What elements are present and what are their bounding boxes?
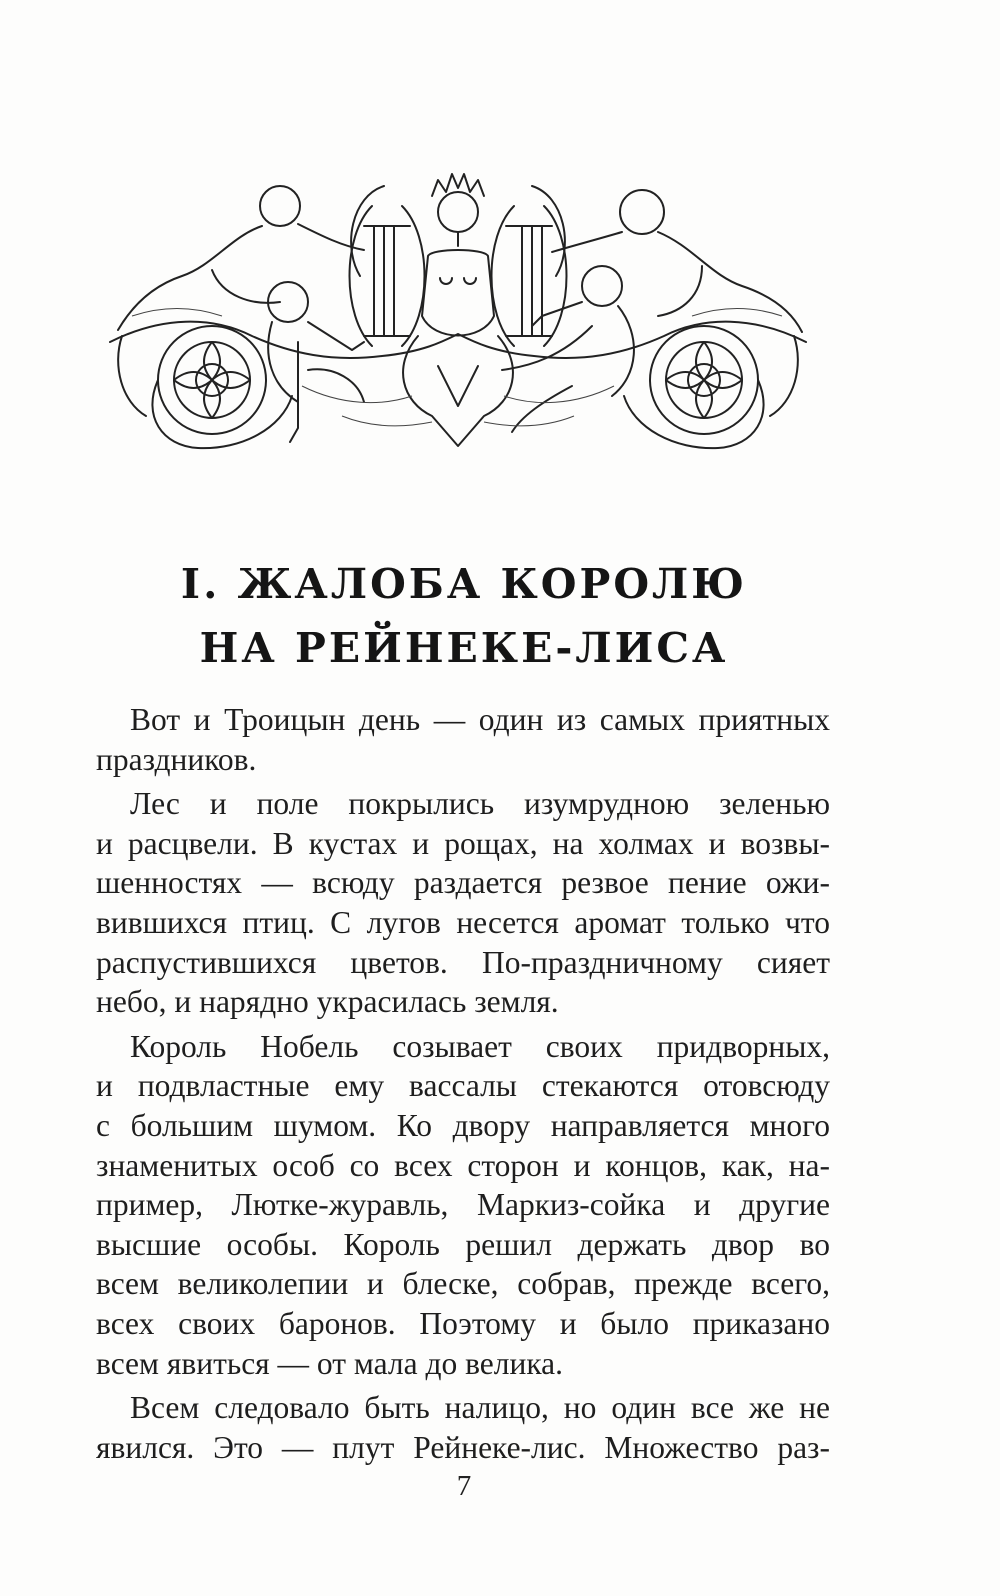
text-line: распустившихся цветов. По-праздничному сияет (96, 944, 830, 980)
text-line: шенностях — всюду раздается резвое пение ожи- (96, 865, 830, 901)
text-line: с большим шумом. Ко двору направляется много (96, 1107, 830, 1143)
text-line: вившихся птиц. С лугов несется аромат только что (96, 904, 830, 940)
text-line: Всем следовало быть налицо, но один все же не (130, 1390, 830, 1426)
chapter-title-line-2: НА РЕЙНЕКЕ-ЛИСА (199, 624, 729, 672)
paragraph-3 (96, 1027, 830, 1383)
text-line: пример, Лютке-журавль, Маркиз-сойка и другие (96, 1187, 830, 1223)
paragraph-1 (96, 700, 830, 779)
text-line: знаменитых особ со всех сторон и концов, как, на- (96, 1147, 830, 1183)
text-line: всем явиться — от мала до велика. (96, 1345, 564, 1381)
text-line: всем великолепии и блеске, собрав, прежде всего, (96, 1266, 830, 1302)
chapter-title-line-1: I. ЖАЛОБА КОРОЛЮ (180, 560, 748, 608)
text-line: и подвластные ему вассалы стекаются отовсюду (96, 1068, 830, 1104)
chapter-title (96, 552, 832, 680)
page-number: 7 (456, 1470, 472, 1502)
text-line: Вот и Троицын день — один из самых приятных (130, 702, 830, 737)
text-line: праздников. (96, 741, 257, 777)
text-line: небо, и нарядно украсилась земля. (96, 984, 559, 1020)
cherubs-lyres-headpiece-ornament (102, 166, 814, 452)
text-line: Лес и поле покрылись изумрудною зеленью (130, 786, 830, 822)
text-line: всех своих баронов. Поэтому и было приказано (96, 1305, 830, 1341)
text-line: и расцвели. В кустах и рощах, на холмах и возвы- (96, 825, 830, 861)
text-line: высшие особы. Король решил держать двор во (96, 1226, 830, 1262)
paragraph-2 (96, 784, 830, 1022)
paragraph-4 (96, 1388, 830, 1467)
chapter-body (96, 700, 830, 1467)
text-line: явился. Это — плут Рейнеке-лис. Множество раз- (96, 1429, 830, 1465)
text-line: Король Нобель созывает своих придворных, (130, 1028, 830, 1064)
